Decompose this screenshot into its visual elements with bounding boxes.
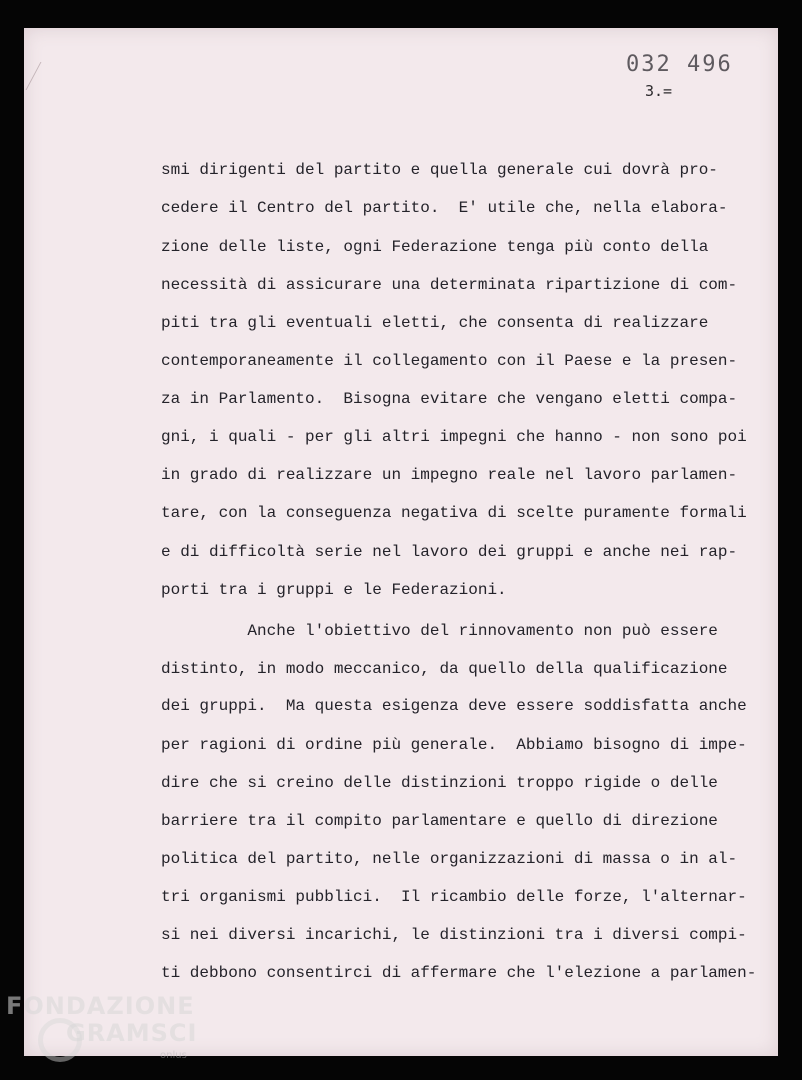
text-line: smi dirigenti del partito e quella generale cui dovrà pro- <box>161 161 718 179</box>
watermark-onlus: onlus <box>160 1050 187 1061</box>
watermark-gramsci: GRAMSCI <box>66 1019 198 1047</box>
text-line: politica del partito, nelle organizzazioni di massa o in al- <box>161 850 738 868</box>
archive-number: 032 496 <box>626 52 733 77</box>
text-line: in grado di realizzare un impegno reale nel lavoro parlamen- <box>161 466 738 484</box>
text-line: cedere il Centro del partito. E' utile che, nella elabora- <box>161 199 728 217</box>
text-line: necessità di assicurare una determinata ripartizione di com- <box>161 276 738 294</box>
text-line: gni, i quali - per gli altri impegni che hanno - non sono poi <box>161 428 747 446</box>
text-line: zione delle liste, ogni Federazione tenga più conto della <box>161 238 709 256</box>
text-line: tri organismi pubblici. Il ricambio delle forze, l'alternar- <box>161 888 747 906</box>
text-line: tare, con la conseguenza negativa di scelte puramente formali <box>161 504 747 522</box>
text-line: per ragioni di ordine più generale. Abbiamo bisogno di impe- <box>161 736 747 754</box>
text-line: dire che si creino delle distinzioni troppo rigide o delle <box>161 774 718 792</box>
text-line: barriere tra il compito parlamentare e quello di direzione <box>161 812 718 830</box>
text-line: contemporaneamente il collegamento con il Paese e la presen- <box>161 352 738 370</box>
text-line: piti tra gli eventuali eletti, che consenta di realizzare <box>161 314 709 332</box>
text-line: dei gruppi. Ma questa esigenza deve essere soddisfatta anche <box>161 697 747 715</box>
text-line: si nei diversi incarichi, le distinzioni tra i diversi compi- <box>161 926 747 944</box>
text-line: porti tra i gruppi e le Federazioni. <box>161 581 507 599</box>
text-line: e di difficoltà serie nel lavoro dei gruppi e anche nei rap- <box>161 543 738 561</box>
text-line: za in Parlamento. Bisogna evitare che vengano eletti compa- <box>161 390 738 408</box>
page-number: 3.= <box>645 82 673 100</box>
watermark-fondazione: FONDAZIONE <box>6 992 195 1020</box>
text-line: Anche l'obiettivo del rinnovamento non può essere <box>161 622 718 640</box>
text-line: ti debbono consentirci di affermare che l'elezione a parlamen- <box>161 964 757 982</box>
text-line: distinto, in modo meccanico, da quello della qualificazione <box>161 660 728 678</box>
